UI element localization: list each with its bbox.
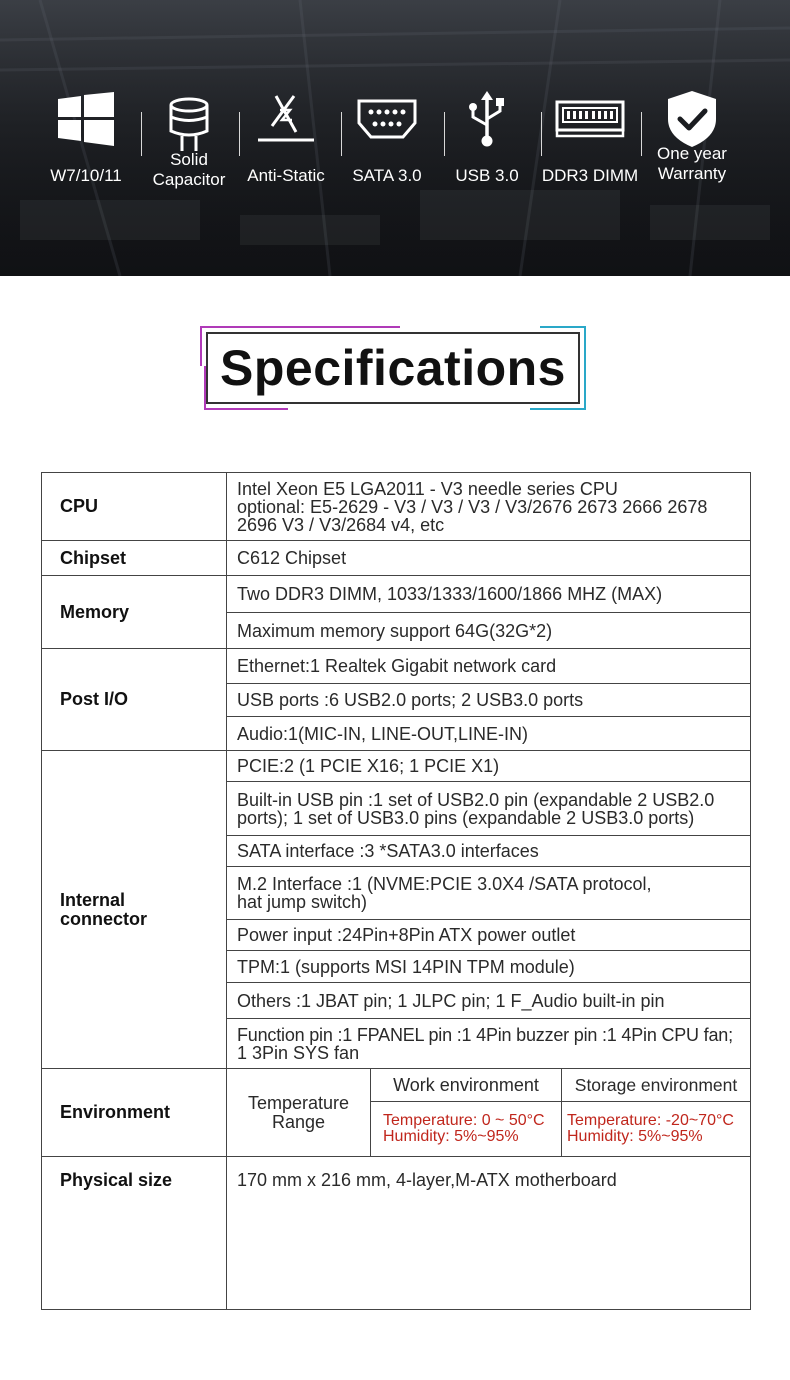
feature-label: Solid Capacitor: [152, 150, 226, 189]
cpu-line: 2696 V3 / V3/2684 v4, etc: [237, 514, 445, 535]
row-label-environment: Environment: [42, 1069, 227, 1157]
page-title: Specifications: [220, 340, 566, 396]
table-row: [42, 751, 751, 782]
feature-capacitor: [139, 86, 239, 190]
chipset-value: C612 Chipset: [227, 541, 751, 576]
work-environment-values: [371, 1102, 562, 1157]
decor-line: [200, 326, 202, 366]
post-io-value: USB ports :6 USB2.0 ports; 2 USB3.0 ports: [227, 684, 751, 717]
table-row: [42, 649, 751, 684]
row-label-memory: Memory: [42, 576, 227, 649]
row-label-internal: [42, 751, 227, 1069]
feature-label: One year Warranty: [657, 144, 727, 183]
temperature-value: Temperature: 0 ~ 50°C: [383, 1112, 545, 1129]
cpu-value: [227, 473, 751, 541]
memory-value: Two DDR3 DIMM, 1033/1333/1600/1866 MHZ (MAX): [227, 576, 751, 613]
capacitor-icon: [167, 97, 211, 153]
post-io-value: Ethernet:1 Realtek Gigabit network card: [227, 649, 751, 684]
value-line: M.2 Interface :1 (NVME:PCIE 3.0X4 /SATA protocol,: [237, 874, 652, 894]
internal-value: Power input :24Pin+8Pin ATX power outlet: [227, 920, 751, 951]
table-row: [42, 1157, 751, 1310]
decor-line: [540, 326, 586, 328]
humidity-value: Humidity: 5%~95%: [567, 1128, 703, 1145]
feature-ddr3: [540, 86, 640, 186]
internal-value: [227, 1019, 751, 1069]
humidity-value: Humidity: 5%~95%: [383, 1128, 519, 1145]
value-line: 1 3Pin SYS fan: [237, 1042, 360, 1063]
decor-line: [200, 326, 400, 328]
temperature-value: Temperature: -20~70°C: [567, 1112, 734, 1129]
internal-value: [227, 782, 751, 836]
internal-value: TPM:1 (supports MSI 14PIN TPM module): [227, 951, 751, 983]
memory-value: Maximum memory support 64G(32G*2): [227, 613, 751, 649]
value-line: ports); 1 set of USB3.0 pins (expandable 2 USB3.0 ports): [237, 807, 695, 828]
post-io-value: Audio:1(MIC-IN, LINE-OUT,LINE-IN): [227, 717, 751, 751]
table-row: [42, 1069, 751, 1102]
internal-value: PCIE:2 (1 PCIE X16; 1 PCIE X1): [227, 751, 751, 782]
storage-environment-values: [562, 1102, 751, 1157]
temperature-range-label: [227, 1069, 371, 1157]
shield-check-icon: [666, 89, 718, 149]
spec-table: [41, 472, 751, 1310]
internal-value: [227, 867, 751, 920]
row-label-cpu: CPU: [42, 473, 227, 541]
work-environment-header: Work environment: [371, 1069, 562, 1102]
decor-line: [204, 408, 288, 410]
feature-anti-static: [236, 86, 336, 186]
decor-line: [584, 326, 586, 410]
feature-label: Anti-Static: [247, 166, 325, 185]
cpu-line: Intel Xeon E5 LGA2011 - V3 needle series CPU: [237, 478, 618, 499]
table-row: [42, 473, 751, 541]
feature-label: SATA 3.0: [352, 166, 422, 185]
feature-sata: [337, 86, 437, 186]
feature-windows: [36, 86, 136, 186]
table-row: [42, 541, 751, 576]
section-heading: [200, 326, 586, 410]
internal-value: SATA interface :3 *SATA3.0 interfaces: [227, 836, 751, 867]
table-row: [42, 576, 751, 613]
feature-usb: [437, 86, 537, 186]
anti-static-icon: [258, 92, 314, 146]
label-line: connector: [60, 908, 148, 929]
row-label-post-io: Post I/O: [42, 649, 227, 751]
usb-icon: [467, 91, 507, 147]
windows-icon: [58, 92, 114, 146]
internal-value: Others :1 JBAT pin; 1 JLPC pin; 1 F_Audio built-in pin: [227, 983, 751, 1019]
row-label-physical: Physical size: [42, 1157, 227, 1310]
decor-line: [530, 408, 586, 410]
value-line: hat jump switch): [237, 892, 368, 912]
storage-environment-header: Storage environment: [562, 1069, 751, 1102]
feature-label: USB 3.0: [455, 166, 519, 185]
feature-warranty: [642, 86, 742, 184]
feature-label: W7/10/11: [50, 166, 122, 185]
ram-icon: [555, 100, 625, 138]
label-line: Range: [271, 1111, 326, 1132]
value-line: Function pin :1 FPANEL pin :1 4Pin buzzer pin :1 4Pin CPU fan;: [237, 1024, 733, 1045]
label-line: Internal: [60, 889, 126, 910]
feature-banner: [0, 0, 790, 276]
feature-label: DDR3 DIMM: [541, 166, 639, 185]
physical-value: 170 mm x 216 mm, 4-layer,M-ATX motherboard: [227, 1157, 751, 1310]
heading-box: [206, 332, 580, 404]
cpu-line: optional: E5-2629 - V3 / V3 / V3 / V3/2676 2673 2666 2678: [237, 496, 708, 517]
row-label-chipset: Chipset: [42, 541, 227, 576]
label-line: Temperature: [247, 1092, 350, 1113]
value-line: Built-in USB pin :1 set of USB2.0 pin (expandable 2 USB2.0: [237, 789, 715, 810]
sata-icon: [357, 99, 417, 139]
